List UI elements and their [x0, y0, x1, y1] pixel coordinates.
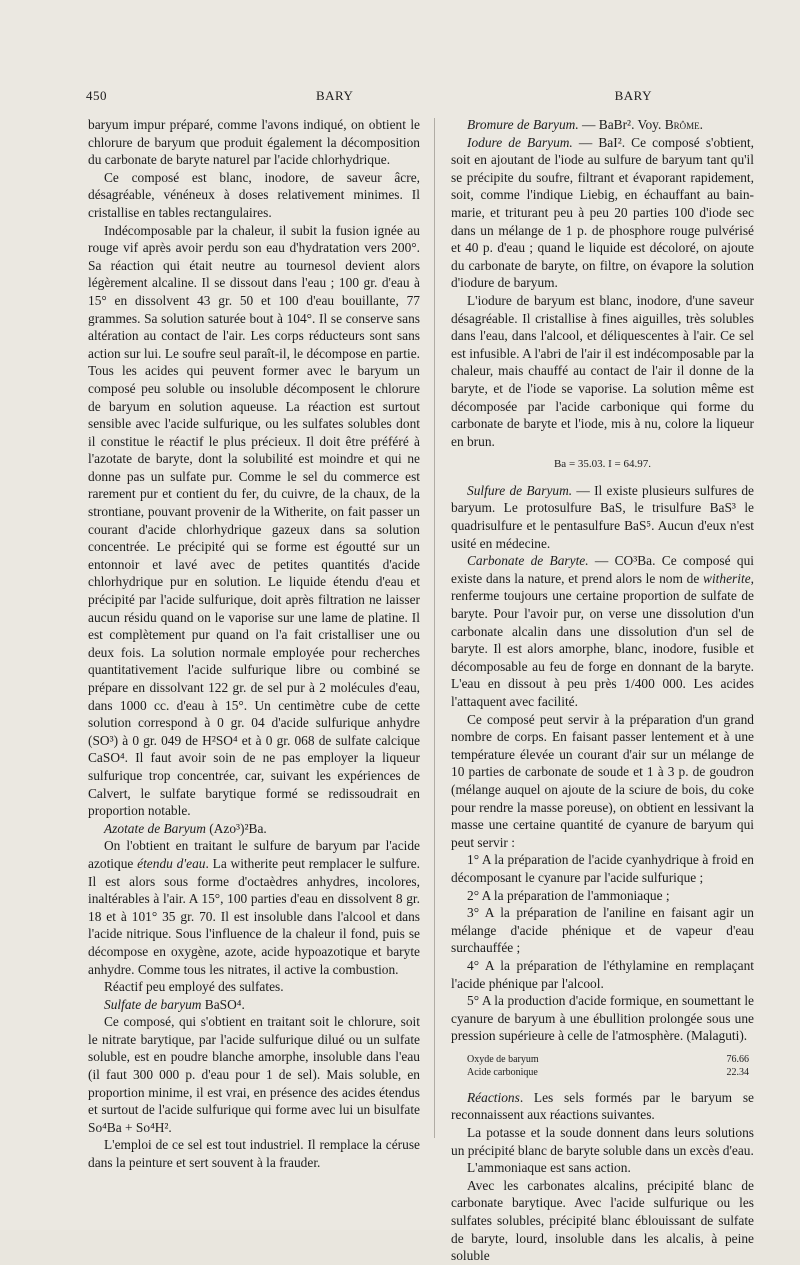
section-sulfure: [451, 482, 754, 552]
formula: (Azo³)²Ba.: [205, 820, 267, 836]
section-heading: Carbonate de Baryte.: [467, 553, 589, 569]
text: On l'obtient en traitant le sulfure de baryum par l'acide azotique: [88, 838, 420, 871]
right-column: [451, 116, 754, 1265]
paragraph: L'iodure de baryum est blanc, inodore, d'une saveur désagréable. Il cristallise à fines aiguilles, très solubles dans l'eau, dans l'alcool, et déliquescentes à l'air. Ce sel est infusible. A l'abri de l'air il est indécomposable par la chaleur, mais chauffé au contact de l'air il donne de la baryte, et de l'iode se vaporise. La solution même est décomposée par l'acide carbonique qui forme du carbonate de baryte et l'iode, mis à nu, colore la liqueur en brun.: [451, 292, 754, 449]
text: , renferme toujours une certaine proportion de sulfate de baryte. Pour l'avoir pur, on verse une dissolution d'un carbonate alcalin dans une dissolution d'un sel de baryte. Il est alors amorphe, blanc, inodore, fusible et décomposable au feu de forge en donnant de la baryte. L'eau en dissout à peu près 1/400 000. Les acides l'attaquent avec facilité.: [451, 570, 754, 709]
text: — BaBr². Voy.: [578, 117, 665, 132]
section-heading: Azotate de Baryum: [104, 820, 206, 836]
running-header: [86, 88, 730, 110]
formula: BaSO⁴.: [201, 996, 245, 1012]
paragraph: Indécomposable par la chaleur, il subit la fusion ignée au rouge vif après avoir perdu son eau d'hydratation vers 200°. Sa réaction qui était neutre au tournesol devient alors légèrement alcaline. Il se dissout dans l'eau ; 100 gr. d'eau à 15° en dissolvent 43 gr. 50 et 100 d'eau bouillante, 77 grammes. Sa solution saturée bout à 104°. Il se conserve sans altération au contact de l'air. Les corps réducteurs sont sans action sur lui. Le soufre seul paraît-il, le décompose en partie. Tous les acides qui peuvent former avec le baryum un composé peu soluble ou insoluble décomposent le chlorure de baryum en solution aqueuse. La réaction est surtout sensible avec l'acide sulfurique, ou les sulfates solubles dont il constitue le réactif le plus précieux. Il doit être préféré à l'azotate de baryte, dont la solubilité est moindre et qui ne donne pas un sulfate pur. Comme le sel du commerce est rarement pur et contient du fer, du cuivre, de la chaux, de la strontiane, pouvant provenir de la Witherite, on fait passer un courant d'acide chlorhydrique gazeux dans sa solution concentrée. Le précipité qui se forme est égoutté sur un entonnoir et lavé avec de petites quantités d'acide chlorhydrique pur en solution. Le liquide étendu d'eau et précipité par l'acide sulfurique, doit après filtration ne laisser aucun résidu quand on le vaporise sur une lame de platine. Il est complètement pur quand on l'a fait cristalliser une ou deux fois. La solution normale employée pour recherches quantitativement l'acide sulfurique libre ou combiné se prépare en dissolvant 122 gr. de sel pur à 2 molécules d'eau, dans 1000 cc. d'eau à 15°. Un centimètre cube de cette solution correspond à 0 gr. 04 d'acide sulfurique anhydre (SO³) à 0 gr. 049 de H²SO⁴ et à 0 gr. 068 de sulfate calcique CaSO⁴. Il faut avoir soin de ne pas employer la liqueur sulfurique trop concentrée, car, suivant les expériences de Calvert, le sulfate barytique formé se redissoudrait en proportion notable.: [88, 222, 420, 819]
list-item: 4° A la préparation de l'éthylamine en remplaçant l'acide phénique par l'alcool.: [451, 957, 754, 991]
section-heading: Bromure de Baryum.: [467, 117, 579, 132]
section-heading: Réactions: [467, 1089, 520, 1105]
table-row: [467, 1053, 749, 1066]
paragraph: Ce composé, qui s'obtient en traitant soit le chlorure, soit le nitrate barytique, par l'acide sulfurique dilué ou un sulfate soluble, est en poudre blanche amorphe, insoluble dans l'eau (il faut 300 000 p. d'eau pour 1 de sel). Mais soluble, en proportion minime, il est vrai, en présence des acides étendus et surtout de l'acide sulfurique qui forme avec lui un bisulfate So⁴Ba + So⁴H².: [88, 1014, 420, 1135]
text: . La witherite peut remplacer le sulfure. Il est alors sous forme d'octaèdres anhydres, incolores, inaltérables à l'air. A 15°, 100 parties d'eau en dissolvent 8 gr. 18 et à 101° 35 gr. 70. Il est insoluble dans l'alcool et dans l'acide nitrique. Sous l'influence de la chaleur il fond, puis se décompose en oxygène, azote, acide hypoazotique et baryte anhydre. Comme tous les nitrates, il active la combustion.: [88, 855, 420, 977]
section-carbonate: [451, 552, 754, 710]
table-value: 76.66: [726, 1053, 749, 1065]
cross-reference: Brôme: [664, 117, 700, 132]
paragraph: baryum impur préparé, comme l'avons indiqué, on obtient le chlorure de baryum que produit également la décomposition du carbonate de baryte naturel par l'acide chlorhydrique.: [88, 117, 420, 168]
list-item: 1° A la préparation de l'acide cyanhydrique à froid en décomposant le cyanure par l'acide sulfurique ;: [451, 852, 754, 885]
list-item: 2° A la préparation de l'ammoniaque ;: [467, 887, 670, 903]
text: — Il existe plusieurs sulfures de baryum. Le protosulfure BaS, le trisulfure BaS³ le quadrisulfure et le pentasulfure BaS⁵. Aucun d'eux n'est usité en médecine.: [451, 482, 754, 551]
section-heading: Sulfure de Baryum.: [467, 482, 573, 498]
table-label: Oxyde de baryum: [467, 1053, 539, 1065]
paragraph: L'ammoniaque est sans action.: [467, 1160, 631, 1176]
section-heading: Sulfate de baryum: [104, 996, 202, 1012]
list-item: 3° A la préparation de l'aniline en faisant agir un mélange d'acide phénique et de vapeur d'eau surchauffée ;: [451, 905, 754, 956]
emphasis: étendu d'eau: [137, 855, 206, 871]
table-row: [467, 1066, 749, 1079]
section-iodure: [451, 134, 754, 292]
text: — CO³Ba. Ce composé qui existe dans la nature, et prend alors le nom de: [451, 553, 754, 586]
text: — BaI². Ce composé s'obtient, soit en ajoutant de l'iode au sulfure de baryum tant qu'il se précipite du soufre, filtrant et évaporant rapidement, soit, comme l'indique Liebig, en échauffant au bain-marie, et triturant peu à peu 20 parties 100 d'iode sec dans un mélange de 1 p. de phosphore rouge pulvérisé et 40 p. d'eau ; quand le liquide est décoloré, on ajoute du carbonate de baryte, on filtre, on évapore la solution d'iodure de baryum.: [451, 134, 754, 291]
formula: Ba = 35.03. I = 64.97.: [553, 458, 652, 471]
paragraph: Réactif peu employé des sulfates.: [104, 979, 284, 995]
section-sulfate: [88, 996, 420, 1014]
paragraph: Avec les carbonates alcalins, précipité blanc de carbonate barytique. Avec l'acide sulfurique ou les sulfates solubles, précipité blanc éblouissant de sulfate de baryte, lourd, insoluble dans les alcalis, à peine soluble: [451, 1177, 754, 1264]
left-column: [88, 116, 420, 1172]
section-reactions: [451, 1089, 754, 1124]
list-item: 5° A la production d'acide formique, en soumettant le cyanure de baryum à une ébullition prolongée sous une pression supérieure à celle de l'atmosphère. (Malaguti).: [451, 993, 754, 1044]
section-bromure: Bromure de Baryum. — BaBr². Voy. Brôme.: [467, 117, 703, 132]
composition-table: [467, 1053, 749, 1079]
paragraph: Ce composé peut servir à la préparation d'un grand nombre de corps. En faisant passer lentement et à une température élevée un courant d'air sur un mélange de 10 parties de carbonate de soude et 1 à 3 p. de goudron (mélange auquel on ajoute de la sciure de bois, du coke pour rendre la masse poreuse), on obtient en lessivant la masse une certaine quantité de cyanure de baryum qui peut servir :: [451, 711, 754, 850]
page-number: 450: [86, 88, 107, 103]
header-right-word: BARY: [614, 88, 652, 103]
column-divider: [434, 118, 435, 1138]
section-heading: Iodure de Baryum.: [467, 134, 573, 150]
emphasis: witherite: [703, 570, 751, 586]
paragraph: La potasse et la soude donnent dans leurs solutions un précipité blanc de baryte soluble dans un excès d'eau.: [451, 1125, 754, 1158]
text: . Les sels formés par le baryum se reconnaissent aux réactions suivantes.: [451, 1089, 754, 1123]
section-azotate: [88, 820, 420, 838]
header-left-word: BARY: [316, 88, 354, 103]
paragraph: L'emploi de ce sel est tout industriel. Il remplace la céruse dans la peinture et sert souvent à la frauder.: [88, 1137, 420, 1171]
paragraph: Ce composé est blanc, inodore, de saveur âcre, désagréable, vénéneux à doses relativement minimes. Il cristallise en tables rectangulaires.: [88, 169, 420, 220]
table-value: 22.34: [726, 1066, 749, 1078]
paragraph: [88, 837, 420, 978]
table-label: Acide carbonique: [467, 1066, 538, 1078]
